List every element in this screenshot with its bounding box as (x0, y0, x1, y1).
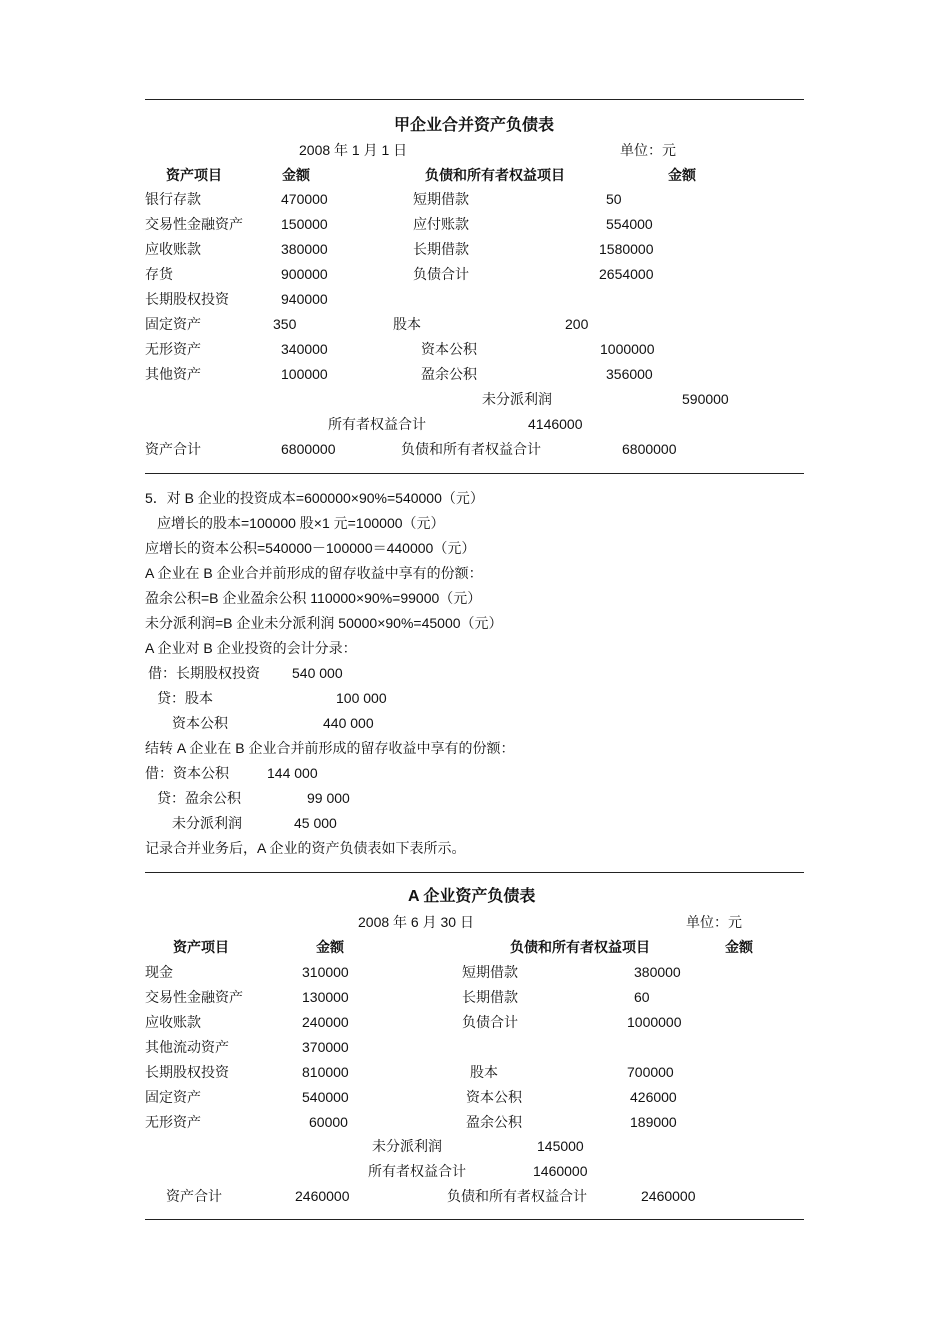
table1-header-amount: 金额 (282, 167, 310, 183)
entry2-credit1-amount: 99 000 (307, 790, 350, 806)
text-line: 应增长的资本公积=540000－100000＝440000（元） (145, 540, 476, 556)
table-cell: 负债和所有者权益合计 (447, 1188, 587, 1204)
table-cell: 无形资产 (145, 341, 201, 357)
table-cell: 资本公积 (466, 1089, 522, 1105)
table-cell: 交易性金融资产 (145, 989, 243, 1005)
table-cell: 股本 (470, 1064, 498, 1080)
table-cell: 1580000 (599, 241, 654, 257)
table-cell: 应付账款 (413, 216, 469, 232)
table2-header-liabilities: 负债和所有者权益项目 (510, 939, 650, 955)
entry1-credit1-amount: 100 000 (336, 690, 387, 706)
table-cell: 900000 (281, 266, 328, 282)
table-cell: 189000 (630, 1114, 677, 1130)
table-cell: 长期借款 (462, 989, 518, 1005)
entry1-debit-label: 借：长期股权投资 (148, 665, 260, 681)
text-line: A 企业在 B 企业合并前形成的留存收益中享有的份额： (145, 565, 483, 581)
table-cell: 负债合计 (462, 1014, 518, 1030)
table-cell: 940000 (281, 291, 328, 307)
table-cell: 2654000 (599, 266, 654, 282)
table-cell: 股本 (393, 316, 421, 332)
text-line: 5．对 B 企业的投资成本=600000×90%=540000（元） (145, 490, 484, 506)
table2-unit: 单位：元 (686, 914, 742, 930)
table-cell: 130000 (302, 989, 349, 1005)
table-cell: 交易性金融资产 (145, 216, 243, 232)
table-cell: 资产合计 (145, 441, 201, 457)
table-cell: 资本公积 (421, 341, 477, 357)
table-cell: 100000 (281, 366, 328, 382)
table-cell: 1460000 (533, 1163, 588, 1179)
entry2-debit-label: 借：资本公积 (145, 765, 229, 781)
table-cell: 150000 (281, 216, 328, 232)
divider-table1-bottom (145, 473, 804, 474)
table1-title: 甲企业合并资产负债表 (394, 117, 555, 134)
table-cell: 1000000 (627, 1014, 682, 1030)
table-cell: 200 (565, 316, 589, 332)
table2-title: A 企业资产负债表 (408, 888, 536, 905)
table-cell: 存货 (145, 266, 173, 282)
entry1-debit-amount: 540 000 (292, 665, 343, 681)
table-cell: 2460000 (641, 1188, 696, 1204)
table-cell: 50 (606, 191, 622, 207)
table-cell: 340000 (281, 341, 328, 357)
table-cell: 60 (634, 989, 650, 1005)
table-cell: 4146000 (528, 416, 583, 432)
table-cell: 应收账款 (145, 1014, 201, 1030)
table-cell: 其他流动资产 (145, 1039, 229, 1055)
table-cell: 长期股权投资 (145, 1064, 229, 1080)
table-cell: 1000000 (600, 341, 655, 357)
table-cell: 所有者权益合计 (368, 1163, 466, 1179)
table-cell: 长期借款 (413, 241, 469, 257)
table1-header-liabilities: 负债和所有者权益项目 (425, 167, 565, 183)
table-cell: 其他资产 (145, 366, 201, 382)
table-cell: 6800000 (622, 441, 677, 457)
entry2-credit2-label: 未分派利润 (172, 815, 242, 831)
table-cell: 60000 (309, 1114, 348, 1130)
table-cell: 145000 (537, 1138, 584, 1154)
table-cell: 短期借款 (462, 964, 518, 980)
text-line: 应增长的股本=100000 股×1 元=100000（元） (157, 515, 445, 531)
table-cell: 554000 (606, 216, 653, 232)
table-cell: 380000 (634, 964, 681, 980)
table-cell: 无形资产 (145, 1114, 201, 1130)
table1-header-amount2: 金额 (668, 167, 696, 183)
divider-top (145, 99, 804, 100)
table-cell: 6800000 (281, 441, 336, 457)
entry1-credit2-label: 资本公积 (172, 715, 228, 731)
text-line: 未分派利润=B 企业未分派利润 50000×90%=45000（元） (145, 615, 503, 631)
table2-date: 2008 年 6 月 30 日 (358, 914, 474, 930)
closing-line: 记录合并业务后，A 企业的资产负债表如下表所示。 (145, 840, 466, 856)
divider-before-table2 (145, 872, 804, 873)
table-cell: 810000 (302, 1064, 349, 1080)
table-cell: 盈余公积 (466, 1114, 522, 1130)
text-line: 盈余公积=B 企业盈余公积 110000×90%=99000（元） (145, 590, 482, 606)
entry2-credit1-label: 贷：盈余公积 (157, 790, 241, 806)
table-cell: 590000 (682, 391, 729, 407)
entry2-debit-amount: 144 000 (267, 765, 318, 781)
table-cell: 固定资产 (145, 316, 201, 332)
table-cell: 2460000 (295, 1188, 350, 1204)
table-cell: 固定资产 (145, 1089, 201, 1105)
table-cell: 银行存款 (145, 191, 201, 207)
table-cell: 短期借款 (413, 191, 469, 207)
table-cell: 未分派利润 (482, 391, 552, 407)
table2-header-assets: 资产项目 (173, 939, 229, 955)
text-line: A 企业对 B 企业投资的会计分录： (145, 640, 357, 656)
entry2-credit2-amount: 45 000 (294, 815, 337, 831)
table-cell: 现金 (145, 964, 173, 980)
table-cell: 310000 (302, 964, 349, 980)
table-cell: 应收账款 (145, 241, 201, 257)
table-cell: 未分派利润 (372, 1138, 442, 1154)
table-cell: 470000 (281, 191, 328, 207)
table1-unit: 单位：元 (620, 142, 676, 158)
table-cell: 盈余公积 (421, 366, 477, 382)
table-cell: 240000 (302, 1014, 349, 1030)
table-cell: 426000 (630, 1089, 677, 1105)
table-cell: 负债和所有者权益合计 (401, 441, 541, 457)
table-cell: 540000 (302, 1089, 349, 1105)
table-cell: 356000 (606, 366, 653, 382)
table-cell: 资产合计 (166, 1188, 222, 1204)
table-cell: 370000 (302, 1039, 349, 1055)
table1-date: 2008 年 1 月 1 日 (299, 142, 408, 158)
table-cell: 负债合计 (413, 266, 469, 282)
table2-header-amount2: 金额 (725, 939, 753, 955)
table-cell: 所有者权益合计 (328, 416, 426, 432)
divider-bottom (145, 1219, 804, 1220)
transfer-line: 结转 A 企业在 B 企业合并前形成的留存收益中享有的份额： (145, 740, 515, 756)
table-cell: 380000 (281, 241, 328, 257)
table-cell: 长期股权投资 (145, 291, 229, 307)
table-cell: 700000 (627, 1064, 674, 1080)
entry1-credit2-amount: 440 000 (323, 715, 374, 731)
table-cell: 350 (273, 316, 297, 332)
table1-header-assets: 资产项目 (166, 167, 222, 183)
entry1-credit1-label: 贷：股本 (157, 690, 213, 706)
table2-header-amount: 金额 (316, 939, 344, 955)
